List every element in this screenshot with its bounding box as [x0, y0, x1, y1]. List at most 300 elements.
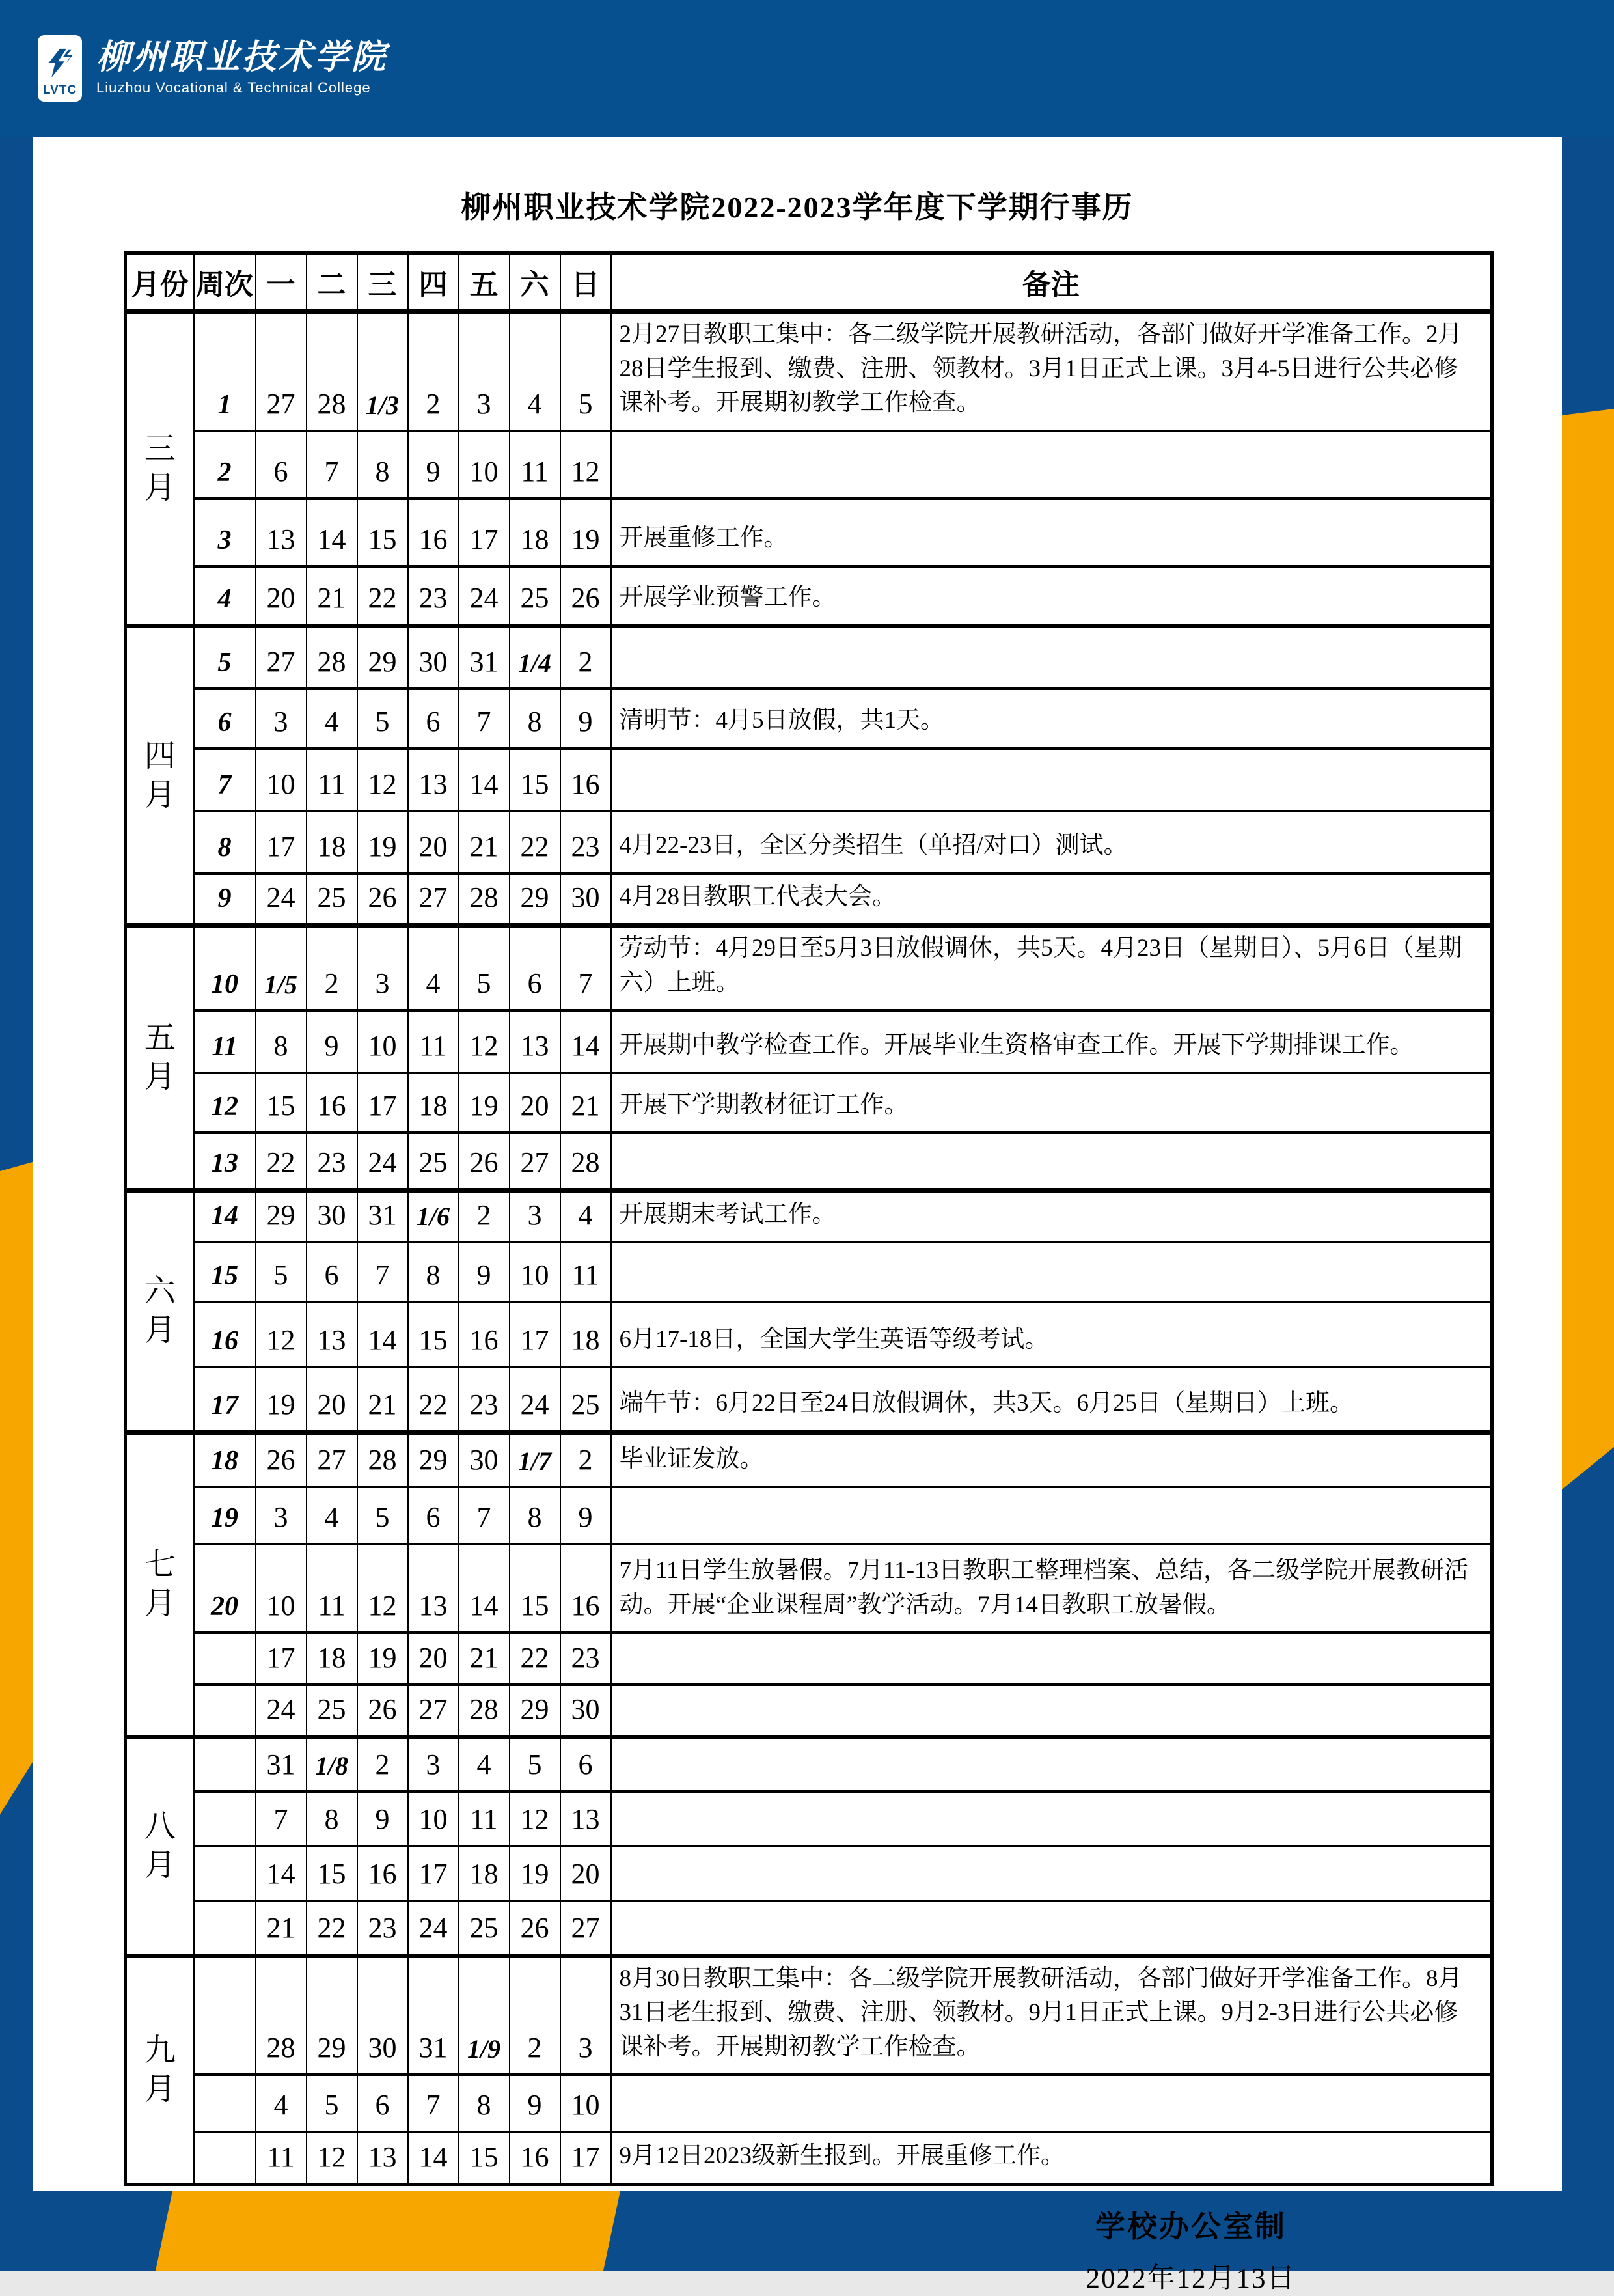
week-number-cell	[194, 1901, 256, 1956]
date-cell: 1/9	[459, 1956, 510, 2075]
date-cell: 18	[307, 811, 357, 874]
week-number-cell	[194, 2075, 256, 2132]
date-cell: 20	[307, 1367, 357, 1432]
date-cell: 6	[408, 1487, 459, 1544]
date-cell: 16	[459, 1302, 510, 1367]
week-number-cell: 10	[194, 926, 256, 1011]
date-cell: 2	[459, 1190, 510, 1242]
date-cell: 12	[256, 1302, 307, 1367]
header-cell: 周次	[194, 253, 256, 312]
note-cell: 劳动节：4月29日至5月3日放假调休，共5天。4月23日（星期日）、5月6日（星期六）上班。	[611, 926, 1492, 1011]
week-number-cell: 18	[194, 1432, 256, 1487]
date-cell: 15	[510, 749, 560, 811]
date-cell: 17	[560, 2132, 611, 2184]
calendar-week-row	[126, 1432, 1492, 1487]
date-cell: 2	[510, 1956, 560, 2075]
calendar-week-row	[126, 499, 1492, 566]
date-cell: 23	[357, 1901, 408, 1956]
date-cell: 19	[357, 811, 408, 874]
date-cell: 11	[408, 1010, 459, 1073]
date-cell: 30	[408, 626, 459, 689]
date-cell: 30	[560, 1685, 611, 1737]
date-cell: 13	[510, 1010, 560, 1073]
calendar-week-row	[126, 1901, 1492, 1956]
date-cell: 18	[510, 499, 560, 566]
date-cell: 20	[408, 1633, 459, 1685]
note-cell	[611, 1685, 1492, 1737]
date-cell: 25	[408, 1133, 459, 1190]
date-cell: 21	[357, 1367, 408, 1432]
date-cell: 13	[560, 1791, 611, 1846]
month-cell: 九 月	[126, 1956, 194, 2184]
date-cell: 7	[459, 1487, 510, 1544]
header-cell: 日	[560, 253, 611, 312]
calendar-week-row	[126, 1073, 1492, 1133]
note-cell	[611, 1633, 1492, 1685]
header-cell: 二	[307, 253, 357, 312]
note-cell: 7月11日学生放暑假。7月11-13日教职工整理档案、总结，各二级学院开展教研活动。开展“企业课程周”教学活动。7月14日教职工放暑假。	[611, 1544, 1492, 1633]
calendar-week-row	[126, 1302, 1492, 1367]
date-cell: 28	[357, 1432, 408, 1487]
date-cell: 8	[256, 1010, 307, 1073]
document-footer	[989, 2203, 1393, 2296]
calendar-week-row	[126, 874, 1492, 926]
calendar-week-row	[126, 1133, 1492, 1190]
note-cell: 开展重修工作。	[611, 499, 1492, 566]
date-cell: 1/4	[510, 626, 560, 689]
college-logo	[38, 35, 82, 102]
calendar-week-row	[126, 431, 1492, 499]
date-cell: 10	[560, 2075, 611, 2132]
date-cell: 22	[357, 566, 408, 626]
date-cell: 11	[307, 1544, 357, 1633]
week-number-cell	[194, 2132, 256, 2184]
date-cell: 23	[560, 1633, 611, 1685]
week-number-cell: 19	[194, 1487, 256, 1544]
date-cell: 12	[459, 1010, 510, 1073]
date-cell: 19	[560, 499, 611, 566]
header-cell: 一	[256, 253, 307, 312]
date-cell: 17	[357, 1073, 408, 1133]
date-cell: 24	[256, 874, 307, 926]
date-cell: 16	[560, 1544, 611, 1633]
date-cell: 26	[560, 566, 611, 626]
right-border-strip	[1562, 0, 1614, 2271]
date-cell: 5	[459, 926, 510, 1011]
date-cell: 22	[510, 1633, 560, 1685]
date-cell: 25	[459, 1901, 510, 1956]
note-cell	[611, 626, 1492, 689]
date-cell: 15	[510, 1544, 560, 1633]
logo-acronym: LVTC	[42, 83, 77, 97]
calendar-week-row	[126, 1956, 1492, 2075]
date-cell: 4	[307, 1487, 357, 1544]
date-cell: 16	[307, 1073, 357, 1133]
date-cell: 26	[510, 1901, 560, 1956]
week-number-cell	[194, 1791, 256, 1846]
week-number-cell: 8	[194, 811, 256, 874]
date-cell: 8	[357, 431, 408, 499]
header-cell: 六	[510, 253, 560, 312]
date-cell: 10	[256, 749, 307, 811]
date-cell: 8	[307, 1791, 357, 1846]
date-cell: 22	[510, 811, 560, 874]
date-cell: 21	[459, 1633, 510, 1685]
month-cell: 五 月	[126, 926, 194, 1191]
week-number-cell: 3	[194, 499, 256, 566]
date-cell: 1/6	[408, 1190, 459, 1242]
college-name-zh: 柳州职业技术学院	[96, 38, 389, 76]
note-cell: 4月22-23日，全区分类招生（单招/对口）测试。	[611, 811, 1492, 874]
note-cell	[611, 1901, 1492, 1956]
date-cell: 7	[560, 926, 611, 1011]
date-cell: 13	[256, 499, 307, 566]
date-cell: 7	[307, 431, 357, 499]
date-cell: 3	[256, 689, 307, 749]
date-cell: 10	[459, 431, 510, 499]
note-cell	[611, 1242, 1492, 1302]
date-cell: 13	[357, 2132, 408, 2184]
calendar-week-row	[126, 689, 1492, 749]
date-cell: 26	[357, 1685, 408, 1737]
note-cell: 端午节：6月22日至24日放假调休，共3天。6月25日（星期日）上班。	[611, 1367, 1492, 1432]
date-cell: 13	[408, 749, 459, 811]
date-cell: 14	[459, 1544, 510, 1633]
date-cell: 25	[560, 1367, 611, 1432]
date-cell: 27	[256, 312, 307, 431]
date-cell: 17	[256, 1633, 307, 1685]
date-cell: 30	[307, 1190, 357, 1242]
date-cell: 21	[560, 1073, 611, 1133]
date-cell: 1/8	[307, 1737, 357, 1791]
date-cell: 5	[256, 1242, 307, 1302]
calendar-week-row	[126, 1010, 1492, 1073]
header-cell: 五	[459, 253, 510, 312]
date-cell: 18	[459, 1846, 510, 1901]
note-cell	[611, 431, 1492, 499]
note-cell	[611, 1791, 1492, 1846]
date-cell: 1/3	[357, 312, 408, 431]
note-cell: 毕业证发放。	[611, 1432, 1492, 1487]
week-number-cell: 20	[194, 1544, 256, 1633]
date-cell: 23	[560, 811, 611, 874]
date-cell: 14	[560, 1010, 611, 1073]
date-cell: 9	[510, 2075, 560, 2132]
note-cell: 8月30日教职工集中：各二级学院开展教研活动，各部门做好开学准备工作。8月31日老生报到、缴费、注册、领教材。9月1日正式上课。9月2-3日进行公共必修课补考。开展期初教学工作检查。	[611, 1956, 1492, 2075]
date-cell: 11	[560, 1242, 611, 1302]
calendar-week-row	[126, 1846, 1492, 1901]
date-cell: 5	[307, 2075, 357, 2132]
date-cell: 16	[560, 749, 611, 811]
date-cell: 5	[357, 689, 408, 749]
date-cell: 5	[357, 1487, 408, 1544]
month-cell: 七 月	[126, 1432, 194, 1737]
right-orange-accent	[1562, 409, 1614, 1489]
date-cell: 7	[408, 2075, 459, 2132]
date-cell: 21	[459, 811, 510, 874]
calendar-week-row	[126, 1367, 1492, 1432]
date-cell: 18	[408, 1073, 459, 1133]
date-cell: 23	[307, 1133, 357, 1190]
date-cell: 29	[357, 626, 408, 689]
date-cell: 26	[357, 874, 408, 926]
date-cell: 11	[510, 431, 560, 499]
date-cell: 8	[459, 2075, 510, 2132]
date-cell: 6	[560, 1737, 611, 1791]
date-cell: 3	[408, 1737, 459, 1791]
date-cell: 8	[510, 689, 560, 749]
date-cell: 20	[256, 566, 307, 626]
date-cell: 14	[459, 749, 510, 811]
note-cell: 6月17-18日，全国大学生英语等级考试。	[611, 1302, 1492, 1367]
date-cell: 1/5	[256, 926, 307, 1011]
date-cell: 4	[510, 312, 560, 431]
issue-date: 2022年12月13日	[1086, 2263, 1296, 2294]
week-number-cell: 9	[194, 874, 256, 926]
date-cell: 25	[510, 566, 560, 626]
date-cell: 10	[256, 1544, 307, 1633]
date-cell: 3	[357, 926, 408, 1011]
date-cell: 9	[357, 1791, 408, 1846]
month-cell: 六 月	[126, 1190, 194, 1432]
week-number-cell	[194, 1737, 256, 1791]
note-cell	[611, 1846, 1492, 1901]
week-number-cell	[194, 1846, 256, 1901]
week-number-cell: 15	[194, 1242, 256, 1302]
date-cell: 28	[307, 312, 357, 431]
issuer-line: 学校办公室制	[1095, 2209, 1287, 2243]
document-content	[33, 137, 1562, 2296]
date-cell: 9	[560, 1487, 611, 1544]
left-border-strip	[0, 0, 33, 2271]
date-cell: 9	[307, 1010, 357, 1073]
date-cell: 7	[256, 1791, 307, 1846]
date-cell: 4	[459, 1737, 510, 1791]
note-cell: 2月27日教职工集中：各二级学院开展教研活动，各部门做好开学准备工作。2月28日学生报到、缴费、注册、领教材。3月1日正式上课。3月4-5日进行公共必修课补考。开展期初教学工作检查。	[611, 312, 1492, 431]
date-cell: 3	[510, 1190, 560, 1242]
week-number-cell: 13	[194, 1133, 256, 1190]
date-cell: 31	[459, 626, 510, 689]
date-cell: 27	[510, 1133, 560, 1190]
date-cell: 15	[256, 1073, 307, 1133]
date-cell: 30	[459, 1432, 510, 1487]
date-cell: 20	[408, 811, 459, 874]
date-cell: 23	[459, 1367, 510, 1432]
date-cell: 2	[408, 312, 459, 431]
date-cell: 19	[459, 1073, 510, 1133]
left-orange-accent	[0, 1162, 33, 1814]
date-cell: 19	[256, 1367, 307, 1432]
date-cell: 28	[459, 874, 510, 926]
calendar-week-row	[126, 626, 1492, 689]
date-cell: 25	[307, 874, 357, 926]
date-cell: 27	[408, 1685, 459, 1737]
date-cell: 8	[510, 1487, 560, 1544]
date-cell: 28	[307, 626, 357, 689]
header-cell: 三	[357, 253, 408, 312]
week-number-cell	[194, 1633, 256, 1685]
week-number-cell: 5	[194, 626, 256, 689]
college-banner	[0, 0, 1614, 137]
month-cell: 三 月	[126, 312, 194, 626]
date-cell: 29	[307, 1956, 357, 2075]
note-cell: 开展下学期教材征订工作。	[611, 1073, 1492, 1133]
week-number-cell: 1	[194, 312, 256, 431]
week-number-cell: 7	[194, 749, 256, 811]
college-name-block	[96, 40, 388, 97]
date-cell: 14	[256, 1846, 307, 1901]
week-number-cell	[194, 1956, 256, 2075]
date-cell: 16	[408, 499, 459, 566]
date-cell: 26	[459, 1133, 510, 1190]
calendar-week-row	[126, 566, 1492, 626]
note-cell: 开展学业预警工作。	[611, 566, 1492, 626]
date-cell: 11	[459, 1791, 510, 1846]
lightning-bolt-icon	[45, 44, 75, 83]
page-title: 柳州职业技术学院2022-2023学年度下学期行事历	[461, 191, 1134, 224]
date-cell: 14	[357, 1302, 408, 1367]
date-cell: 10	[357, 1010, 408, 1073]
date-cell: 5	[560, 312, 611, 431]
date-cell: 21	[307, 566, 357, 626]
date-cell: 31	[408, 1956, 459, 2075]
note-cell	[611, 1487, 1492, 1544]
date-cell: 26	[256, 1432, 307, 1487]
calendar-week-row	[126, 1544, 1492, 1633]
date-cell: 6	[256, 431, 307, 499]
calendar-week-row	[126, 1190, 1492, 1242]
date-cell: 29	[510, 874, 560, 926]
semester-calendar-table	[124, 251, 1494, 2186]
header-cell: 月份	[126, 253, 194, 312]
date-cell: 30	[357, 1956, 408, 2075]
date-cell: 3	[459, 312, 510, 431]
calendar-week-row	[126, 1242, 1492, 1302]
date-cell: 22	[256, 1133, 307, 1190]
date-cell: 29	[256, 1190, 307, 1242]
date-cell: 17	[459, 499, 510, 566]
date-cell: 7	[459, 689, 510, 749]
header-row	[126, 253, 1492, 312]
note-cell	[611, 1737, 1492, 1791]
date-cell: 12	[357, 1544, 408, 1633]
date-cell: 6	[307, 1242, 357, 1302]
date-cell: 15	[357, 499, 408, 566]
date-cell: 12	[357, 749, 408, 811]
note-cell: 开展期中教学检查工作。开展毕业生资格审查工作。开展下学期排课工作。	[611, 1010, 1492, 1073]
date-cell: 9	[560, 689, 611, 749]
date-cell: 27	[307, 1432, 357, 1487]
date-cell: 10	[408, 1791, 459, 1846]
date-cell: 22	[307, 1901, 357, 1956]
table-header	[126, 253, 1492, 312]
date-cell: 24	[408, 1901, 459, 1956]
date-cell: 29	[510, 1685, 560, 1737]
date-cell: 2	[560, 1432, 611, 1487]
date-cell: 17	[510, 1302, 560, 1367]
date-cell: 9	[459, 1242, 510, 1302]
header-cell: 备注	[611, 253, 1492, 312]
date-cell: 13	[307, 1302, 357, 1367]
date-cell: 14	[408, 2132, 459, 2184]
date-cell: 12	[560, 431, 611, 499]
week-number-cell: 6	[194, 689, 256, 749]
date-cell: 19	[510, 1846, 560, 1901]
date-cell: 28	[459, 1685, 510, 1737]
note-cell: 9月12日2023级新生报到。开展重修工作。	[611, 2132, 1492, 2184]
date-cell: 16	[357, 1846, 408, 1901]
date-cell: 31	[256, 1737, 307, 1791]
date-cell: 24	[510, 1367, 560, 1432]
date-cell: 22	[408, 1367, 459, 1432]
date-cell: 24	[256, 1685, 307, 1737]
calendar-week-row	[126, 312, 1492, 431]
date-cell: 6	[510, 926, 560, 1011]
date-cell: 28	[560, 1133, 611, 1190]
week-number-cell: 4	[194, 566, 256, 626]
date-cell: 6	[357, 2075, 408, 2132]
college-name-en: Liuzhou Vocational & Technical College	[96, 79, 371, 96]
date-cell: 1/7	[510, 1432, 560, 1487]
date-cell: 27	[256, 626, 307, 689]
date-cell: 3	[256, 1487, 307, 1544]
calendar-week-row	[126, 1791, 1492, 1846]
week-number-cell: 16	[194, 1302, 256, 1367]
date-cell: 18	[307, 1633, 357, 1685]
note-cell	[611, 2075, 1492, 2132]
date-cell: 24	[357, 1133, 408, 1190]
date-cell: 17	[256, 811, 307, 874]
date-cell: 10	[510, 1242, 560, 1302]
date-cell: 18	[560, 1302, 611, 1367]
date-cell: 15	[459, 2132, 510, 2184]
date-cell: 20	[560, 1846, 611, 1901]
date-cell: 31	[357, 1190, 408, 1242]
date-cell: 29	[408, 1432, 459, 1487]
date-cell: 7	[357, 1242, 408, 1302]
calendar-week-row	[126, 811, 1492, 874]
date-cell: 15	[307, 1846, 357, 1901]
calendar-week-row	[126, 1633, 1492, 1685]
week-number-cell: 14	[194, 1190, 256, 1242]
date-cell: 3	[560, 1956, 611, 2075]
header-cell: 四	[408, 253, 459, 312]
date-cell: 30	[560, 874, 611, 926]
date-cell: 2	[307, 926, 357, 1011]
calendar-week-row	[126, 1487, 1492, 1544]
week-number-cell: 12	[194, 1073, 256, 1133]
date-cell: 12	[510, 1791, 560, 1846]
calendar-week-row	[126, 2132, 1492, 2184]
date-cell: 16	[510, 2132, 560, 2184]
week-number-cell: 2	[194, 431, 256, 499]
date-cell: 27	[408, 874, 459, 926]
calendar-week-row	[126, 2075, 1492, 2132]
date-cell: 6	[408, 689, 459, 749]
table-body	[126, 312, 1492, 2185]
date-cell: 2	[560, 626, 611, 689]
date-cell: 8	[408, 1242, 459, 1302]
note-cell	[611, 1133, 1492, 1190]
date-cell: 21	[256, 1901, 307, 1956]
date-cell: 28	[256, 1956, 307, 2075]
month-cell: 四 月	[126, 626, 194, 926]
date-cell: 27	[560, 1901, 611, 1956]
date-cell: 4	[560, 1190, 611, 1242]
date-cell: 19	[357, 1633, 408, 1685]
date-cell: 20	[510, 1073, 560, 1133]
date-cell: 4	[307, 689, 357, 749]
